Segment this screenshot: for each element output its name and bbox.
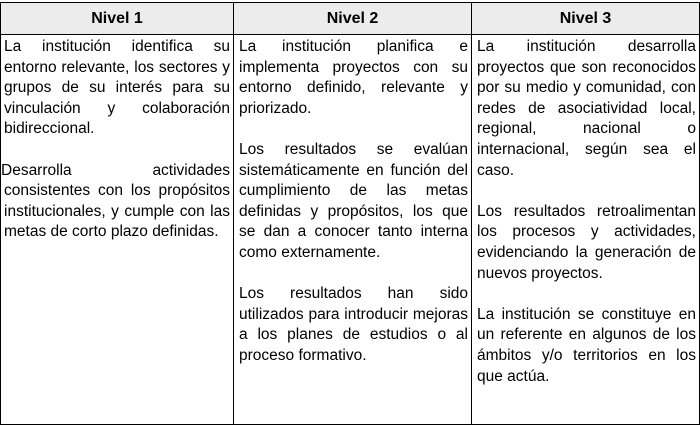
nivel-2-paragraph-2: Los resultados se evalúan sistemáticamente en función del cumplimiento de las metas definidas y propósitos, los que se dan a conocer tanto interna como externamente. <box>239 140 468 261</box>
header-row <box>1 3 700 35</box>
header-nivel-2: Nivel 2 <box>234 3 472 35</box>
nivel-3-paragraph-3: La institución se constituye en un referente en algunos de los ámbitos y/o territorios en los que actúa. <box>477 305 696 385</box>
nivel-2-cell <box>234 35 472 425</box>
nivel-1-paragraph-2: Desarrolla actividades consistentes con los propósitos institucionales, y cumple con las metas de corto plazo definidas. <box>1 161 230 241</box>
nivel-3-paragraph-2: Los resultados retroalimentan los procesos y actividades, evidenciando la generación de nuevos proyectos. <box>477 202 696 282</box>
nivel-3-cell <box>472 35 700 425</box>
nivel-3-paragraph-1: La institución desarrolla proyectos que son reconocidos por su medio y comunidad, con redes de asociatividad local, regional, nacional o internacional, según sea el caso. <box>477 38 696 179</box>
nivel-2-paragraph-3: Los resultados han sido utilizados para introducir mejoras a los planes de estudios o al proceso formativo. <box>239 285 468 364</box>
content-row <box>1 35 700 425</box>
header-nivel-1: Nivel 1 <box>1 3 234 35</box>
header-nivel-3: Nivel 3 <box>472 3 700 35</box>
nivel-2-paragraph-1: La institución planifica e implementa proyectos con su entorno definido, relevante y priorizado. <box>239 38 468 117</box>
nivel-1-cell <box>1 35 234 425</box>
nivel-1-paragraph-1: La institución identifica su entorno relevante, los sectores y grupos de su interés para su vinculación y colaboración bidireccional. <box>4 38 230 138</box>
levels-table <box>0 2 700 425</box>
